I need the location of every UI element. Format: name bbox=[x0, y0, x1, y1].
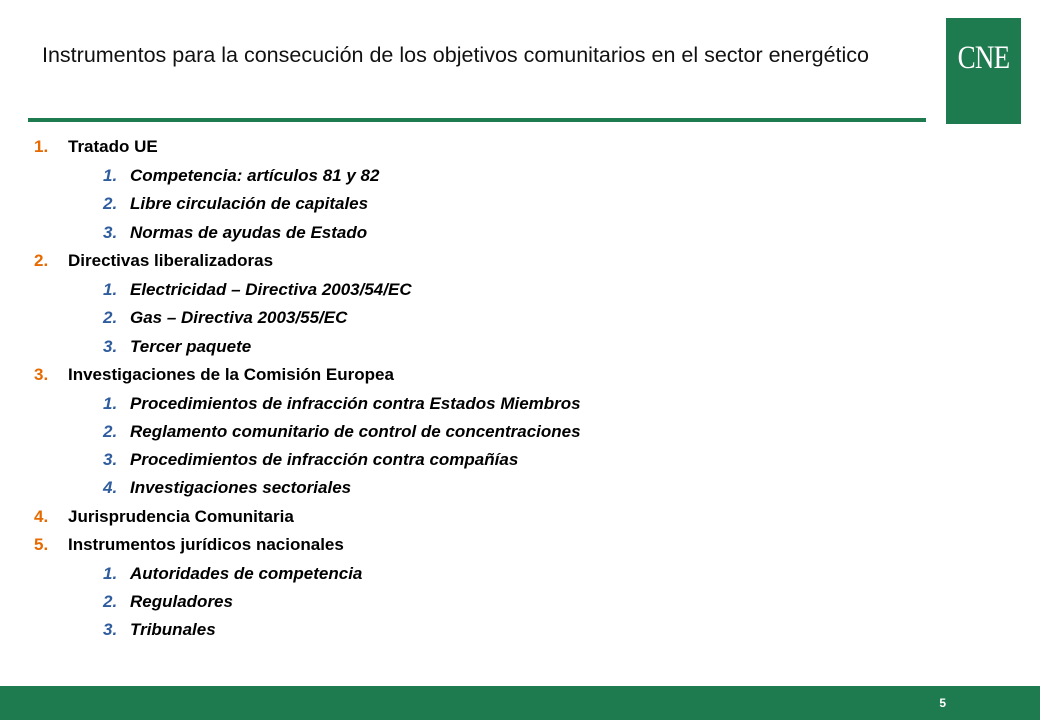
item-number: 1. bbox=[103, 280, 118, 299]
item-text: Reguladores bbox=[130, 592, 233, 611]
item-number: 1. bbox=[103, 394, 118, 413]
item-text: Electricidad – Directiva 2003/54/EC bbox=[130, 280, 412, 299]
logo-text: CNE bbox=[957, 40, 1010, 76]
item-text: Competencia: artículos 81 y 82 bbox=[130, 166, 380, 185]
item-number: 3. bbox=[103, 620, 118, 639]
item-number: 2. bbox=[34, 251, 49, 270]
item-text: Procedimientos de infracción contra Estados Miembros bbox=[130, 394, 581, 413]
item-number: 1. bbox=[103, 564, 118, 583]
item-text: Tratado UE bbox=[68, 137, 158, 156]
page-number: 5 bbox=[939, 696, 946, 710]
item-text: Autoridades de competencia bbox=[130, 564, 363, 583]
item-number: 3. bbox=[34, 365, 49, 384]
item-text: Libre circulación de capitales bbox=[130, 194, 369, 213]
item-text: Jurisprudencia Comunitaria bbox=[68, 507, 294, 526]
item-text: Directivas liberalizadoras bbox=[68, 251, 274, 270]
item-text: Normas de ayudas de Estado bbox=[130, 223, 368, 242]
item-number: 2. bbox=[103, 194, 118, 213]
item-text: Investigaciones de la Comisión Europea bbox=[68, 365, 394, 384]
item-number: 2. bbox=[103, 592, 118, 611]
item-text: Reglamento comunitario de control de concentraciones bbox=[130, 422, 581, 441]
item-number: 4. bbox=[34, 507, 49, 526]
item-text: Instrumentos jurídicos nacionales bbox=[68, 535, 344, 554]
item-number: 3. bbox=[103, 223, 118, 242]
cne-logo bbox=[946, 18, 1021, 124]
item-text: Tercer paquete bbox=[130, 337, 252, 356]
item-number: 2. bbox=[103, 308, 118, 327]
item-number: 1. bbox=[34, 137, 49, 156]
footer-bar bbox=[0, 686, 1040, 720]
item-number: 1. bbox=[103, 166, 118, 185]
item-number: 3. bbox=[103, 450, 118, 469]
item-text: Procedimientos de infracción contra compañías bbox=[130, 450, 519, 469]
slide-title: Instrumentos para la consecución de los objetivos comunitarios en el sector energético bbox=[42, 43, 870, 67]
item-text: Tribunales bbox=[130, 620, 216, 639]
title-divider bbox=[28, 118, 926, 122]
item-number: 5. bbox=[34, 535, 49, 554]
item-text: Investigaciones sectoriales bbox=[130, 478, 352, 497]
item-number: 3. bbox=[103, 337, 118, 356]
item-number: 4. bbox=[103, 478, 118, 497]
item-number: 2. bbox=[103, 422, 118, 441]
item-text: Gas – Directiva 2003/55/EC bbox=[130, 308, 348, 327]
